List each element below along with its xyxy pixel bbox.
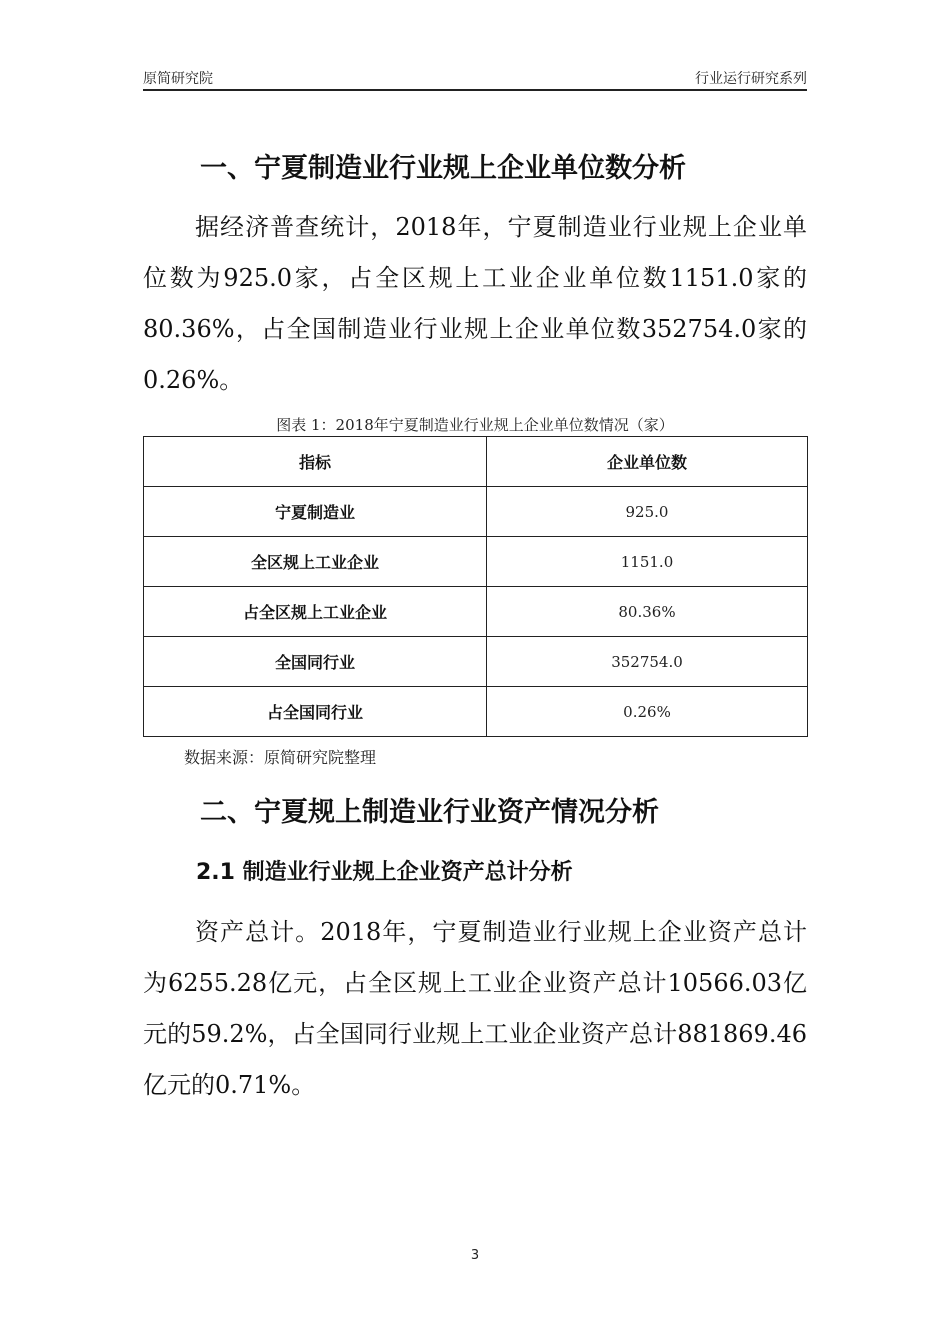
enterprise-count-table (143, 436, 808, 737)
section2-heading: 二、宁夏规上制造业行业资产情况分析 (200, 797, 659, 828)
row-label: 全区规上工业企业 (144, 537, 487, 587)
table-row (144, 537, 808, 587)
row-label: 占全国同行业 (144, 687, 487, 737)
table-row (144, 587, 808, 637)
table-row (144, 687, 808, 737)
row-value: 80.36% (487, 587, 808, 637)
table-header-count: 企业单位数 (487, 437, 808, 487)
row-value: 0.26% (487, 687, 808, 737)
header-divider (143, 89, 807, 91)
row-value: 352754.0 (487, 637, 808, 687)
table-header-indicator: 指标 (144, 437, 487, 487)
row-label: 全国同行业 (144, 637, 487, 687)
table-row (144, 637, 808, 687)
row-value: 925.0 (487, 487, 808, 537)
table-source-note: 数据来源：原简研究院整理 (184, 748, 377, 767)
table-header-row (144, 437, 808, 487)
row-value: 1151.0 (487, 537, 808, 587)
table-caption: 图表 1：2018年宁夏制造业行业规上企业单位数情况（家） (276, 416, 674, 434)
row-label: 占全区规上工业企业 (144, 587, 487, 637)
table-row (144, 487, 808, 537)
header-series-name: 行业运行研究系列 (695, 71, 807, 87)
section1-heading: 一、宁夏制造业行业规上企业单位数分析 (200, 153, 686, 184)
page-number: 3 (470, 1248, 480, 1263)
header-org-name: 原简研究院 (143, 71, 213, 87)
section2-paragraph: 资产总计。2018年，宁夏制造业行业规上企业资产总计为6255.28亿元，占全区规上工业企业资产总计10566.03亿元的59.2%，占全国同行业规上工业企业资产总计881869.46亿元的0.71%。 (143, 918, 807, 1099)
section1-paragraph: 据经济普查统计，2018年，宁夏制造业行业规上企业单位数为925.0家，占全区规上工业企业单位数1151.0家的80.36%，占全国制造业行业规上企业单位数352754.0家的0.26%。 (143, 213, 807, 394)
section2-subheading: 2.1 制造业行业规上企业资产总计分析 (196, 860, 573, 885)
row-label: 宁夏制造业 (144, 487, 487, 537)
